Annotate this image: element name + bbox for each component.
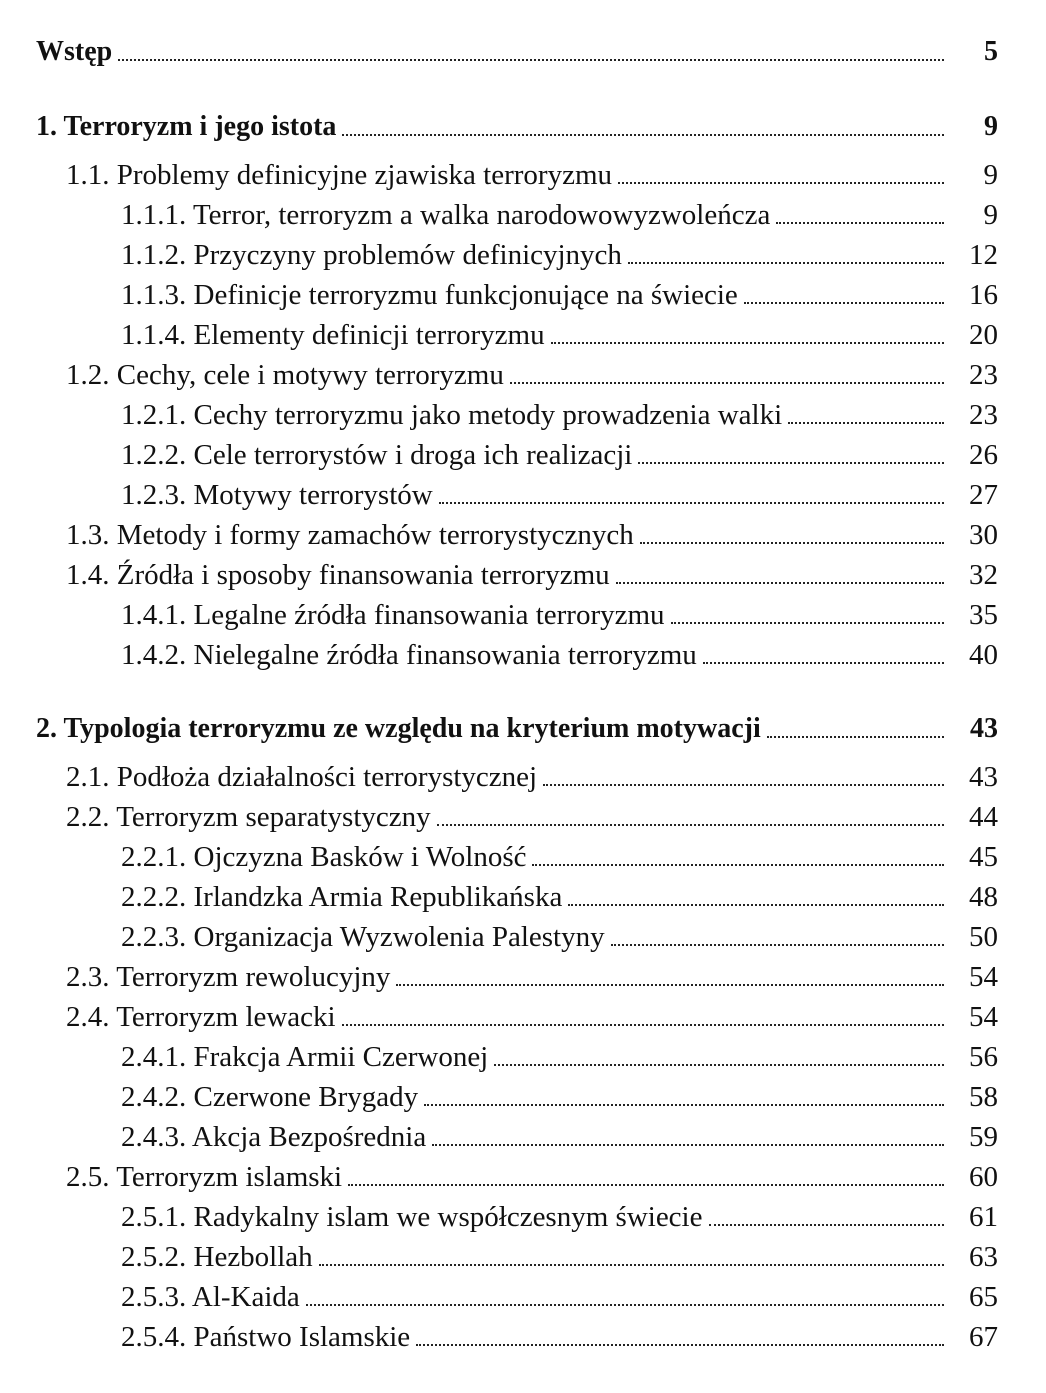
toc-entry (121, 1035, 998, 1075)
toc-entry (66, 513, 998, 553)
toc-entry-page: 67 (969, 1321, 998, 1353)
toc-entry-page: 58 (969, 1081, 998, 1113)
toc-entry (121, 1235, 998, 1275)
toc-entry-title: 2.2.2. Irlandzka Armia Republikańska (121, 881, 563, 913)
toc-entry (121, 313, 998, 353)
toc-entry (66, 153, 998, 193)
toc-entry-page: 61 (969, 1201, 998, 1233)
toc-entry-page: 44 (969, 801, 998, 833)
dot-leader (628, 262, 944, 264)
toc-entry-title: 2.1. Podłoża działalności terrorystycznej (66, 761, 538, 793)
dot-leader (437, 824, 944, 826)
toc-entry-page: 27 (969, 479, 998, 511)
toc-entry-title: 1.2.2. Cele terrorystów i droga ich realizacji (121, 439, 633, 471)
dot-leader (432, 1144, 944, 1146)
toc-entry (66, 755, 998, 795)
toc-entry (36, 105, 998, 145)
dot-leader (551, 342, 944, 344)
toc-entry-page: 35 (969, 599, 998, 631)
toc-entry-title: 2.4.1. Frakcja Armii Czerwonej (121, 1041, 489, 1073)
dot-leader (494, 1064, 944, 1066)
dot-leader (532, 864, 944, 866)
toc-entry (121, 233, 998, 273)
toc-entry-page: 32 (969, 559, 998, 591)
toc-entry-page: 9 (983, 159, 998, 191)
toc-entry (66, 795, 998, 835)
toc-entry-page: 65 (969, 1281, 998, 1313)
toc-entry-page: 12 (969, 239, 998, 271)
toc-entry-title: 2.2.1. Ojczyzna Basków i Wolność (121, 841, 527, 873)
toc-entry (121, 633, 998, 673)
dot-leader (568, 904, 944, 906)
toc-entry-title: 1.2.3. Motywy terrorystów (121, 479, 433, 511)
toc-entry-title: 2.5. Terroryzm islamski (66, 1161, 343, 1193)
toc-entry-page: 23 (969, 399, 998, 431)
dot-leader (348, 1184, 944, 1186)
toc-entry-page: 59 (969, 1121, 998, 1153)
dot-leader (342, 1024, 944, 1026)
toc-entry-title: 1.4.2. Nielegalne źródła finansowania terroryzmu (121, 639, 697, 671)
toc-entry (121, 835, 998, 875)
toc-entry (121, 915, 998, 955)
dot-leader (744, 302, 944, 304)
toc-entry (121, 1195, 998, 1235)
toc-entry-page: 56 (969, 1041, 998, 1073)
toc-entry-title: 2.2.3. Organizacja Wyzwolenia Palestyny (121, 921, 605, 953)
toc-entry-title: 2.5.1. Radykalny islam we współczesnym świecie (121, 1201, 703, 1233)
dot-leader (342, 134, 944, 136)
toc-entry (121, 393, 998, 433)
toc-entry-title: 1.1.3. Definicje terroryzmu funkcjonujące na świecie (121, 279, 738, 311)
toc-entry-page: 54 (969, 961, 998, 993)
toc-entry (121, 193, 998, 233)
toc-entry (121, 1275, 998, 1315)
toc-entry (66, 995, 998, 1035)
toc-entry (121, 1075, 998, 1115)
dot-leader (767, 736, 944, 738)
toc-entry (121, 1315, 998, 1355)
dot-leader (396, 984, 944, 986)
toc-entry-page: 16 (969, 279, 998, 311)
toc-entry-page: 20 (969, 319, 998, 351)
toc-entry-title: 1.1. Problemy definicyjne zjawiska terroryzmu (66, 159, 613, 191)
toc-entry-title: Wstęp (36, 36, 113, 67)
toc-entry (121, 875, 998, 915)
toc-entry-page: 54 (969, 1001, 998, 1033)
toc-entry (36, 707, 998, 747)
toc-entry-title: 1.4.1. Legalne źródła finansowania terroryzmu (121, 599, 665, 631)
toc-entry (121, 1115, 998, 1155)
toc-entry-title: 1.4. Źródła i sposoby finansowania terroryzmu (66, 559, 610, 591)
toc-entry-title: 2. Typologia terroryzmu ze względu na kryterium motywacji (36, 713, 761, 744)
toc-entry-title: 2.5.3. Al-Kaida (121, 1281, 300, 1313)
dot-leader (671, 622, 944, 624)
toc-entry-title: 1.2.1. Cechy terroryzmu jako metody prowadzenia walki (121, 399, 783, 431)
toc-entry-page: 43 (969, 761, 998, 793)
toc-entry-page: 26 (969, 439, 998, 471)
toc-entry-page: 9 (983, 199, 998, 231)
toc-entry (121, 273, 998, 313)
toc-entry (66, 553, 998, 593)
dot-leader (611, 944, 944, 946)
toc-entry-title: 2.4.2. Czerwone Brygady (121, 1081, 419, 1113)
toc-entry-page: 50 (969, 921, 998, 953)
toc-entry (121, 473, 998, 513)
toc-entry (121, 433, 998, 473)
toc-entry-title: 2.5.2. Hezbollah (121, 1241, 313, 1273)
toc-entry-page: 45 (969, 841, 998, 873)
toc-entry-page: 40 (969, 639, 998, 671)
dot-leader (319, 1264, 944, 1266)
toc-entry (66, 1155, 998, 1195)
toc-entry-title: 2.5.4. Państwo Islamskie (121, 1321, 411, 1353)
toc-entry-title: 2.4.3. Akcja Bezpośrednia (121, 1121, 427, 1153)
toc-entry-title: 1.1.2. Przyczyny problemów definicyjnych (121, 239, 622, 271)
dot-leader (703, 662, 944, 664)
dot-leader (306, 1304, 944, 1306)
toc-entry-page: 63 (969, 1241, 998, 1273)
toc-entry (66, 955, 998, 995)
toc-entry-page: 23 (969, 359, 998, 391)
toc-entry-title: 1. Terroryzm i jego istota (36, 111, 337, 142)
toc-entry-page: 43 (970, 713, 998, 744)
dot-leader (510, 382, 944, 384)
toc-entry-title: 1.1.1. Terror, terroryzm a walka narodowowyzwoleńcza (121, 199, 771, 231)
toc-entry-title: 2.4. Terroryzm lewacki (66, 1001, 336, 1033)
toc-entry-page: 5 (984, 36, 998, 67)
toc-entry (66, 353, 998, 393)
toc-entry-page: 48 (969, 881, 998, 913)
dot-leader (416, 1344, 944, 1346)
dot-leader (709, 1224, 945, 1226)
dot-leader (118, 59, 944, 61)
toc-entry-title: 2.3. Terroryzm rewolucyjny (66, 961, 391, 993)
toc-entry-page: 9 (984, 111, 998, 142)
toc-entry-title: 1.1.4. Elementy definicji terroryzmu (121, 319, 545, 351)
toc-entry-page: 30 (969, 519, 998, 551)
dot-leader (776, 222, 944, 224)
dot-leader (618, 182, 944, 184)
dot-leader (640, 542, 944, 544)
dot-leader (616, 582, 944, 584)
dot-leader (424, 1104, 944, 1106)
dot-leader (439, 502, 944, 504)
dot-leader (543, 784, 944, 786)
toc-entry (36, 30, 998, 70)
toc-entry-page: 60 (969, 1161, 998, 1193)
dot-leader (638, 462, 944, 464)
toc-entry-title: 1.2. Cechy, cele i motywy terroryzmu (66, 359, 504, 391)
toc-entry-title: 2.2. Terroryzm separatystyczny (66, 801, 431, 833)
toc-entry-title: 1.3. Metody i formy zamachów terrorystycznych (66, 519, 634, 551)
toc-entry (121, 593, 998, 633)
dot-leader (788, 422, 944, 424)
